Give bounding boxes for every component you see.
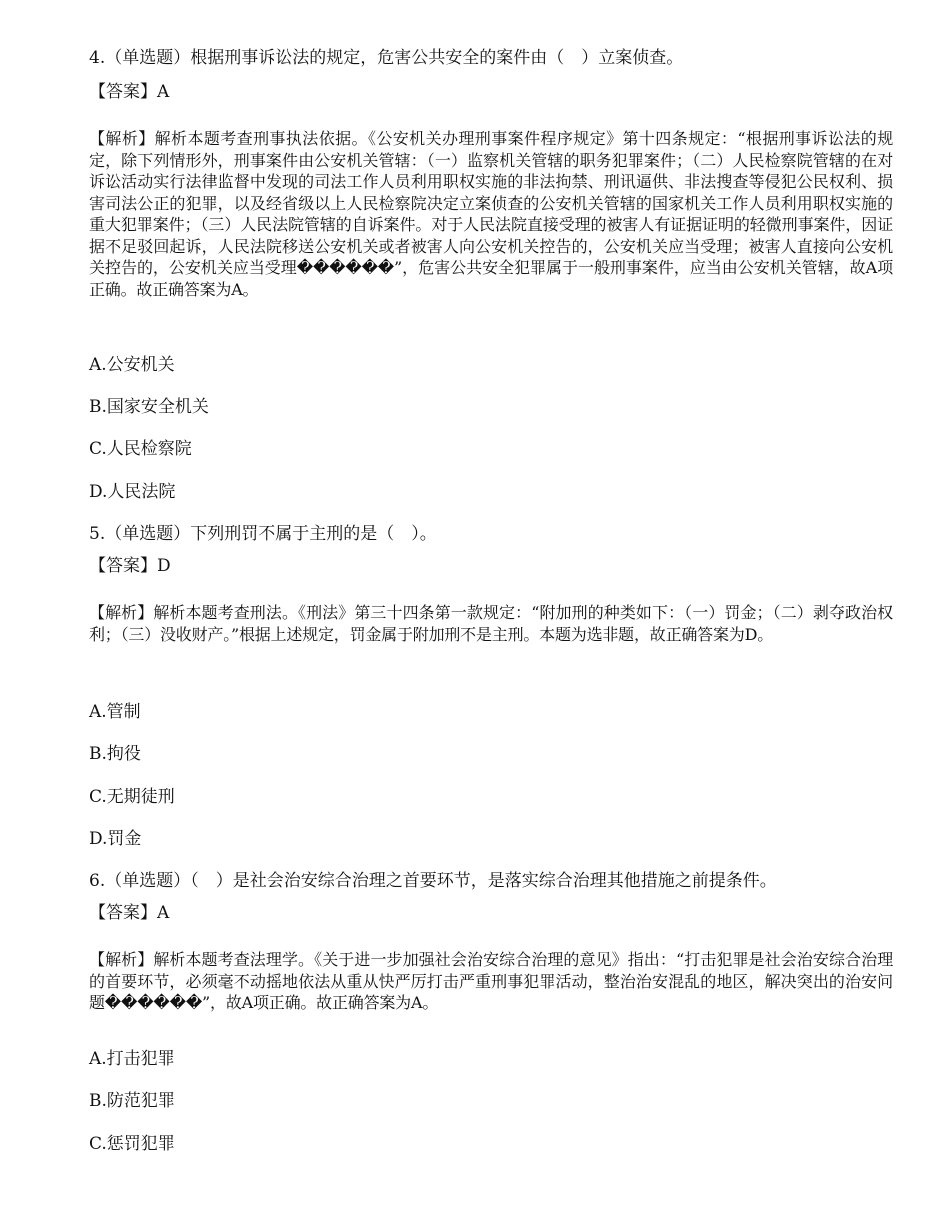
question-5-option-c: C.无期徒刑	[89, 787, 175, 807]
question-5-stem: 5.（单选题）下列刑罚不属于主刑的是（ ）。	[89, 524, 437, 544]
question-6-option-b: B.防范犯罪	[89, 1091, 175, 1111]
question-5-option-b: B.拘役	[89, 744, 141, 764]
question-4-explanation: 【解析】解析本题考查刑事执法依据。《公安机关办理刑事案件程序规定》第十四条规定：“根据刑事诉讼法的规定，除下列情形外，刑事案件由公安机关管辖：（一）监察机关管辖的职务犯罪案件；（二）人民检察院管辖的在对诉讼活动实行法律监督中发现的司法工作人员利用职权实施的非法拘禁、刑讯逼供、非法搜查等侵犯公民权利、损害司法公正的犯罪，以及经省级以上人民检察院决定立案侦查的公安机关管辖的国家机关工作人员利用职权实施的重大犯罪案件；（三）人民法院管辖的自诉案件。对于人民法院直接受理的被害人有证据证明的轻微刑事案件，因证据不足驳回起诉，人民法院移送公安机关或者被害人向公安机关控告的，公安机关应当受理；被害人直接向公安机关控告的，公安机关应当受理������”，危害公共安全犯罪属于一般刑事案件，应当由公安机关管辖，故A项正确。故正确答案为A。	[89, 129, 893, 299]
question-6-stem: 6.（单选题）（ ）是社会治安综合治理之首要环节，是落实综合治理其他措施之前提条件。	[89, 871, 777, 891]
question-6-option-a: A.打击犯罪	[89, 1049, 175, 1069]
question-5-option-d: D.罚金	[89, 829, 142, 849]
question-5-answer: 【答案】D	[89, 556, 171, 576]
question-5-option-a: A.管制	[89, 702, 141, 722]
question-6-answer: 【答案】A	[89, 903, 170, 923]
question-5-explanation: 【解析】解析本题考查刑法。《刑法》第三十四条第一款规定：“附加刑的种类如下：（一）罚金；（二）剥夺政治权利；（三）没收财产。”根据上述规定，罚金属于附加刑不是主刑。本题为选非题，故正确答案为D。	[89, 603, 893, 644]
question-4-option-a: A.公安机关	[89, 355, 175, 375]
question-4-option-b: B.国家安全机关	[89, 397, 209, 417]
question-4-answer: 【答案】A	[89, 82, 170, 102]
question-6-option-c: C.惩罚犯罪	[89, 1134, 175, 1154]
question-4-stem: 4.（单选题）根据刑事诉讼法的规定，危害公共安全的案件由（ ）立案侦查。	[89, 48, 684, 68]
question-4-option-d: D.人民法院	[89, 482, 176, 502]
question-4-option-c: C.人民检察院	[89, 439, 192, 459]
question-6-explanation: 【解析】解析本题考查法理学。《关于进一步加强社会治安综合治理的意见》指出：“打击犯罪是社会治安综合治理的首要环节，必须毫不动摇地依法从重从快严厉打击严重刑事犯罪活动，整治治安混乱的地区，解决突出的治安问题������”，故A项正确。故正确答案为A。	[89, 950, 893, 1012]
